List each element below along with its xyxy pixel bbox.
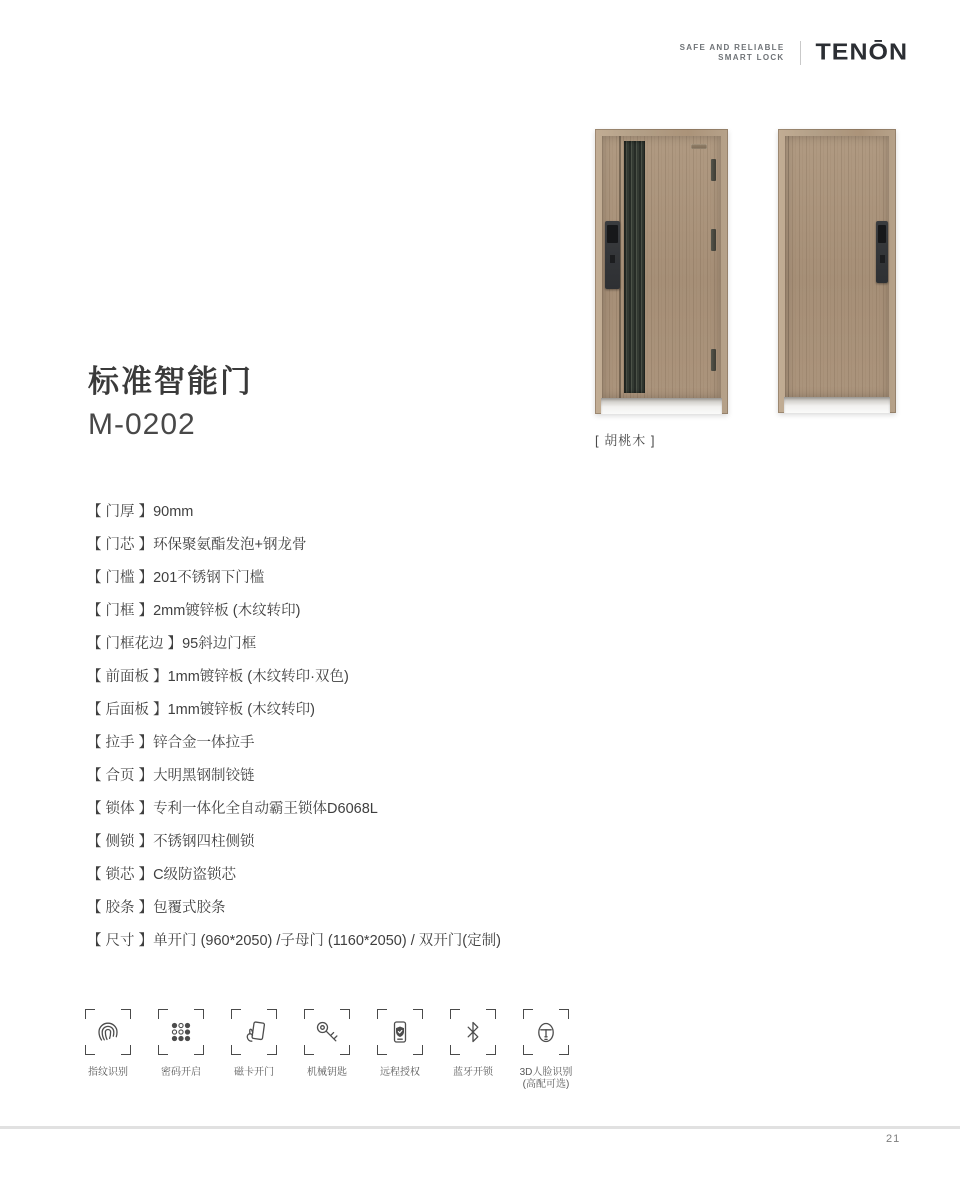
lock-slot [880, 255, 885, 263]
spec-label: 【 侧锁 】 [87, 834, 154, 850]
feature-icons-row [77, 1009, 577, 1091]
feature-remote [369, 1009, 431, 1091]
feature-card [223, 1009, 285, 1091]
spec-label: 【 胶条 】 [87, 900, 154, 916]
spec-row [87, 925, 647, 958]
spec-list [87, 496, 647, 958]
spec-row [87, 892, 647, 925]
spec-value: 201不锈钢下门槛 [153, 570, 265, 586]
brand-header [680, 38, 908, 67]
spec-value: 锌合金一体拉手 [153, 735, 255, 751]
spec-label: 【 合页 】 [87, 768, 154, 784]
icon-frame [450, 1009, 496, 1055]
spec-row [87, 496, 647, 529]
remote-auth-icon [384, 1016, 416, 1048]
product-photos [595, 129, 935, 459]
spec-label: 【 门厚 】 [87, 504, 154, 520]
feature-key [296, 1009, 358, 1091]
icon-frame [85, 1009, 131, 1055]
hinge [711, 229, 716, 251]
spec-value: C级防盗锁芯 [153, 867, 237, 883]
card-icon [238, 1016, 270, 1048]
spec-row [87, 760, 647, 793]
lock-keypad-screen [607, 225, 618, 243]
door-sill [784, 397, 890, 413]
spec-value: 90mm [153, 504, 194, 520]
spec-value: 1mm镀锌板 (木纹转印·双色) [167, 669, 349, 685]
feature-face-id [515, 1009, 577, 1091]
bluetooth-icon [457, 1016, 489, 1048]
icon-frame [304, 1009, 350, 1055]
door-leaf [602, 136, 721, 398]
spec-value: 大明黑钢制铰链 [153, 768, 255, 784]
spec-row [87, 628, 647, 661]
spec-row [87, 562, 647, 595]
footer-divider [0, 1126, 960, 1129]
fingerprint-icon [92, 1016, 124, 1048]
brand-logo: TENŌN [815, 39, 908, 65]
spec-row [87, 595, 647, 628]
lock-keypad-screen [878, 225, 886, 243]
spec-value: 专利一体化全自动霸王锁体D6068L [153, 801, 378, 817]
flute-panel [624, 141, 645, 393]
feature-label: 蓝牙开锁 [453, 1067, 493, 1078]
icon-frame [523, 1009, 569, 1055]
spec-row [87, 661, 647, 694]
spec-label: 【 门槛 】 [87, 570, 154, 586]
spec-label: 【 拉手 】 [87, 735, 154, 751]
spec-value: 95斜边门框 [182, 636, 257, 652]
smart-lock [876, 221, 888, 283]
brand-tagline [680, 43, 785, 63]
product-model: M-0202 [88, 408, 196, 441]
spec-value: 2mm镀锌板 (木纹转印) [153, 603, 301, 619]
feature-label: 机械钥匙 [307, 1067, 347, 1078]
spec-label: 【 门芯 】 [87, 537, 154, 553]
door-front-photo [595, 129, 728, 414]
hinge [711, 349, 716, 371]
spec-label: 【 门框花边 】 [87, 636, 183, 652]
spec-row [87, 529, 647, 562]
door-sill [601, 398, 722, 414]
spec-row [87, 694, 647, 727]
spec-row [87, 826, 647, 859]
lock-slot [610, 255, 615, 263]
tagline-line2: SMART LOCK [718, 52, 785, 62]
finish-caption: [ 胡桃木 ] [595, 433, 656, 448]
spec-label: 【 锁体 】 [87, 801, 154, 817]
spec-row [87, 727, 647, 760]
panel-seam [788, 136, 789, 397]
spec-value: 环保聚氨酯发泡+钢龙骨 [153, 537, 307, 553]
spec-value: 不锈钢四柱侧锁 [153, 834, 255, 850]
spec-label: 【 门框 】 [87, 603, 154, 619]
brand-divider [800, 41, 801, 65]
feature-sublabel: (高配可选) [522, 1079, 570, 1090]
tagline-line1: SAFE AND RELIABLE [679, 42, 785, 52]
icon-frame [377, 1009, 423, 1055]
spec-label: 【 后面板 】 [87, 702, 168, 718]
icon-frame [158, 1009, 204, 1055]
spec-value: 单开门 (960*2050) /子母门 (1160*2050) / 双开门(定制) [153, 933, 501, 949]
feature-bluetooth [442, 1009, 504, 1091]
spec-label: 【 尺寸 】 [87, 933, 154, 949]
door-back-photo [778, 129, 896, 413]
page-title: 标准智能门 [88, 364, 253, 399]
icon-frame [231, 1009, 277, 1055]
spec-label: 【 前面板 】 [87, 669, 168, 685]
hinge [711, 159, 716, 181]
feature-label: 指纹识别 [88, 1067, 128, 1078]
keypad-icon [165, 1016, 197, 1048]
spec-value: 1mm镀锌板 (木纹转印) [167, 702, 315, 718]
feature-label: 磁卡开门 [234, 1067, 274, 1078]
spec-value: 包覆式胶条 [153, 900, 226, 916]
spec-row [87, 859, 647, 892]
key-icon [311, 1016, 343, 1048]
spec-row [87, 793, 647, 826]
title-block [88, 356, 253, 442]
feature-fingerprint [77, 1009, 139, 1091]
door-leaf [785, 136, 889, 397]
brand-plate [691, 144, 707, 149]
spec-label: 【 锁芯 】 [87, 867, 154, 883]
feature-label: 3D人脸识别 [519, 1067, 573, 1078]
feature-keypad [150, 1009, 212, 1091]
feature-label: 密码开启 [161, 1067, 201, 1078]
smart-lock [605, 221, 620, 289]
feature-label: 远程授权 [380, 1067, 420, 1078]
face-id-icon [530, 1016, 562, 1048]
page-number: 21 [886, 1133, 901, 1145]
